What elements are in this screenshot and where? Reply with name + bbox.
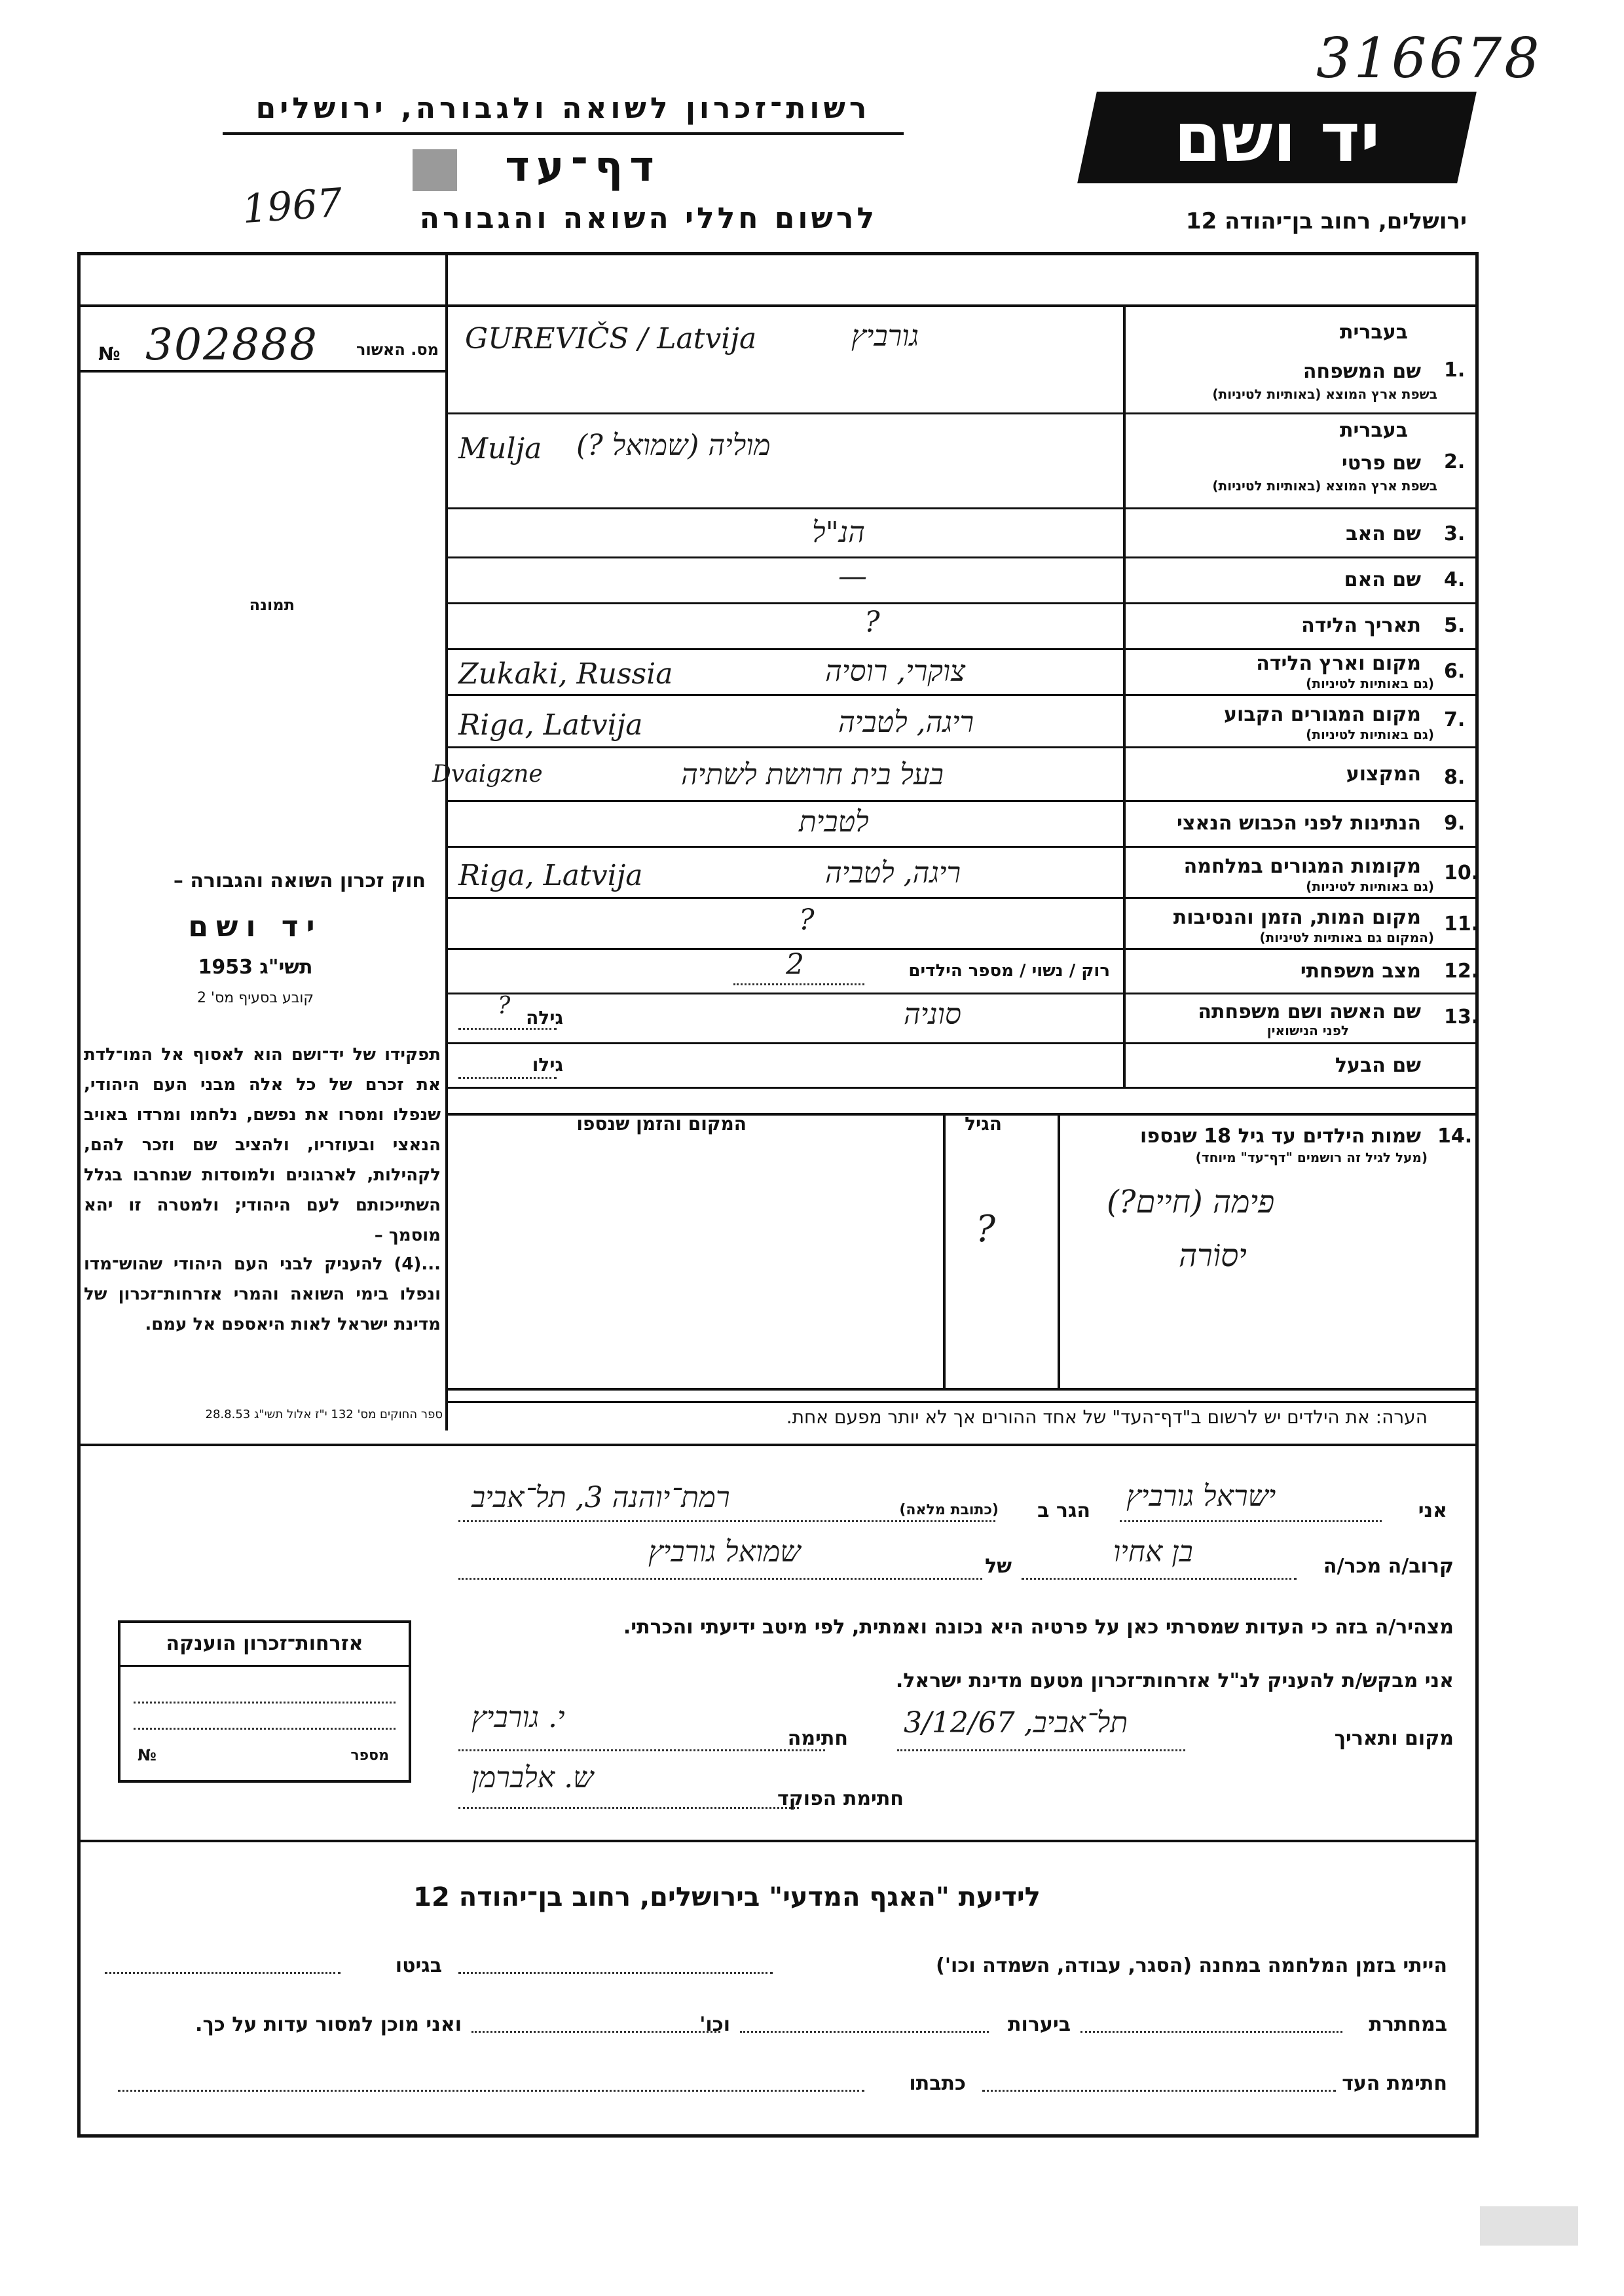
field-13-answer: סוניה xyxy=(904,998,961,1031)
declaration-text: מצהיר/ה בזה כי העדות שמסרתי כאן על פרטיה היא נכונה ואמתית, לפי מיטב ידיעתי והכרתי. xyxy=(623,1616,1454,1639)
footer-testimony-label: ואני מוכן למסור עדות על כך. xyxy=(195,2013,462,2036)
footer-underground-label: במחתרת xyxy=(1369,2013,1447,2036)
field-4-answer: — xyxy=(838,560,867,593)
request-text: אני מבקש/ת להעניק לנ"ל אזרחות־זכרון מטעם מדינת ישראל. xyxy=(895,1669,1454,1692)
wife-age: ? xyxy=(498,993,511,1019)
field-10-note: (גם באותיות לטיניות) xyxy=(1306,879,1434,894)
footer-heading: לידיעת "האגף המדעי" בירושלים, רחוב בן־יהודה 12 xyxy=(413,1882,1041,1912)
row-rule xyxy=(448,602,1475,604)
footer-address-label: כתבתו xyxy=(909,2072,966,2095)
husband-age-label: גילו xyxy=(532,1054,563,1076)
footer-ghetto-label: בגיטו xyxy=(395,1954,442,1977)
field-8-answer-latin: Dvaigzne xyxy=(432,761,543,788)
footer-etc-label: וכו' xyxy=(699,2013,730,2036)
field-7-note: (גם באותיות לטיניות) xyxy=(1306,727,1434,742)
field-2-note: בשפת ארץ המוצא (באותיות לטיניות) xyxy=(1212,478,1437,494)
law-paragraph-2: ...(4) להעניק לבני העם היהודי שהוש־מדו ונפלו בימי השואה והמרי אזרחות־זכרון של מדינת ישראל לאות היאספם אל עמם. xyxy=(84,1254,441,1334)
dotted-line xyxy=(458,1749,825,1751)
relation-value: בן אחיו xyxy=(1113,1535,1193,1569)
field-13-label: שם האשה ושם משפחתה xyxy=(1198,1000,1421,1023)
field-12-label: מצב משפחתי xyxy=(1300,960,1421,983)
citizenship-box-rule xyxy=(120,1665,409,1667)
signature-label: חתימה xyxy=(787,1727,848,1750)
row-rule xyxy=(448,1042,1475,1044)
dotted-line xyxy=(1022,1578,1297,1580)
field-3-label: שם האב xyxy=(1346,522,1421,545)
field-6-number: 6. xyxy=(1444,660,1466,683)
logo-text: יד ושם xyxy=(1173,98,1380,177)
dotted-line xyxy=(458,1077,557,1079)
signature-value: י. גורביץ xyxy=(471,1701,565,1734)
children-col-divider-1 xyxy=(1058,1113,1060,1388)
law-source: ספר החוקים מס' 132 י"ז אלול תשי"ג 28.8.53 xyxy=(205,1408,443,1421)
footer-forests-label: ביערות xyxy=(1008,2013,1071,2036)
photo-label: תמונה xyxy=(249,596,295,614)
children-col-divider-2 xyxy=(943,1113,946,1388)
dotted-line xyxy=(458,1028,557,1030)
field-1-tag: בעברית xyxy=(1340,321,1408,344)
children-number: 14. xyxy=(1437,1125,1473,1148)
law-year: תשי"ג 1953 xyxy=(198,956,313,979)
children-bottom-rule xyxy=(448,1388,1475,1391)
field-6-answer-hebrew: צוקרי, רוסיה xyxy=(825,655,966,688)
stamp-mark xyxy=(413,149,457,191)
children-note: (מעל לגיל זה רושמים "דף־עד" מיוחד) xyxy=(1195,1150,1428,1165)
field-1-answer-latin: GUREVIČS / Latvija xyxy=(465,322,757,355)
archive-number: 316678 xyxy=(1316,26,1542,90)
field-1-number: 1. xyxy=(1444,359,1466,382)
row-rule xyxy=(448,648,1475,650)
husband-label: שם הבעל xyxy=(1335,1054,1421,1077)
dotted-line xyxy=(458,1807,799,1809)
row-rule xyxy=(448,746,1475,748)
field-12-children-count: 2 xyxy=(786,948,804,981)
field-13-note: לפני הנישואין xyxy=(1266,1023,1349,1038)
citizenship-box-title: אזרחות־זכרון הוענקה xyxy=(166,1632,363,1655)
field-6-note: (גם באותיות לטיניות) xyxy=(1306,676,1434,691)
approval-number: 302888 xyxy=(145,319,318,370)
note-bottom-rule xyxy=(81,1444,1475,1446)
sidebar-divider xyxy=(445,252,448,1430)
field-4-label: שם האם xyxy=(1344,568,1421,591)
dotted-line xyxy=(134,1728,396,1730)
law-title: חוק זכרון השואה והגבורה – xyxy=(173,869,426,892)
dotted-line xyxy=(118,2090,864,2092)
full-address-label: (כתובת מלאה) xyxy=(899,1502,999,1518)
field-12-number: 12. xyxy=(1444,960,1479,983)
declarant-i-label: אני xyxy=(1418,1499,1447,1522)
dotted-line xyxy=(134,1702,396,1704)
field-8-number: 8. xyxy=(1444,766,1466,789)
field-6-label: מקום וארץ הלידה xyxy=(1256,652,1421,675)
field-8-label: המקצוע xyxy=(1346,763,1421,786)
field-1-note: בשפת ארץ המוצא (באותיות לטיניות) xyxy=(1212,386,1437,402)
field-2-answer-hebrew: מוליה (שמואל ?) xyxy=(576,429,771,462)
row-rule xyxy=(448,507,1475,509)
row-rule xyxy=(448,556,1475,558)
field-2-label: שם פרטי xyxy=(1341,452,1421,475)
yad-vashem-logo xyxy=(1077,92,1477,183)
declarant-address: רמת־יוהנה 3, תל־אביב xyxy=(471,1481,730,1514)
row-rule xyxy=(448,694,1475,696)
field-9-number: 9. xyxy=(1444,812,1466,835)
citizenship-box xyxy=(118,1620,411,1783)
of-label: של xyxy=(985,1555,1012,1578)
wife-age-label: גילה xyxy=(526,1007,563,1029)
dotted-line xyxy=(740,2031,989,2033)
children-col-place: המקום והזמן שנספו xyxy=(576,1113,747,1135)
row-rule xyxy=(448,1087,1475,1089)
form-left-border xyxy=(77,252,81,2138)
form-top-border xyxy=(77,252,1479,255)
field-1-label: שם המשפחה xyxy=(1302,360,1421,383)
field-11-number: 11. xyxy=(1444,913,1479,936)
corner-stamp xyxy=(1480,2206,1578,2246)
row-rule xyxy=(448,846,1475,848)
dotted-line xyxy=(458,1520,995,1522)
field-7-answer-latin: Riga, Latvija xyxy=(458,708,643,742)
field-10-number: 10. xyxy=(1444,862,1479,884)
children-label: שמות הילדים עד גיל 18 שנספו xyxy=(1140,1125,1421,1148)
child-1-name: פימה (חיים?) xyxy=(1107,1184,1275,1220)
row-rule xyxy=(448,948,1475,950)
resides-label: הגר ב xyxy=(1037,1499,1090,1522)
row-rule xyxy=(448,993,1475,994)
footer-witness-signature-label: חתימת העד xyxy=(1342,2072,1447,2095)
relation-label: קרוב/ה מכר/ה xyxy=(1323,1555,1454,1578)
address: ירושלים, רחוב בן־יהודה 12 xyxy=(1185,208,1467,234)
dotted-line xyxy=(733,983,864,985)
note-top-rule xyxy=(448,1401,1475,1403)
law-name: יד ושם xyxy=(188,910,323,943)
field-7-label: מקום המגורים הקבוע xyxy=(1224,703,1421,726)
page-subtitle: לרשום חללי השואה והגבורה xyxy=(419,202,877,235)
law-section: קובע בסעיף מס' 2 xyxy=(196,990,314,1006)
authority-name: רשות־זכרון לשואה ולגבורה, ירושלים xyxy=(255,92,871,125)
field-3-number: 3. xyxy=(1444,522,1466,545)
dotted-line xyxy=(982,2090,1336,2092)
field-10-answer-latin: Riga, Latvija xyxy=(458,859,643,892)
field-4-number: 4. xyxy=(1444,568,1466,591)
field-10-answer-hebrew: ריגה, לטביה xyxy=(825,856,961,890)
field-11-label: מקום המות, הזמן והנסיבות xyxy=(1173,906,1421,929)
field-5-number: 5. xyxy=(1444,614,1466,637)
officer-label: חתימת הפוקד xyxy=(777,1787,904,1810)
page-title: דף־עד xyxy=(505,143,661,191)
law-paragraph-1: תפקידו של יד־ושם הוא לאסוף אל המו־לדת את זכרם של כל אלה מבני העם היהודי, שנפלו ומסרו את נפשם, נלחמו ומרדו באויב הנאצי ובעוזריו, ולהציב שם וזכר להם, לקהילות, לארגונים ולמוסדות שנחרבו בגלל השתייכותם לעם היהודי; ולמטרה זו יהא מוסמך – xyxy=(84,1045,441,1245)
citizenship-number-label: מספר xyxy=(350,1747,389,1764)
field-9-answer: לטבית xyxy=(799,805,869,839)
field-6-answer-latin: Zukaki, Russia xyxy=(458,657,673,691)
dotted-line xyxy=(1080,2031,1342,2033)
footer-camp-label: הייתי בזמן המלחמה במחנה (הסגר, עבודה, השמדה וכו') xyxy=(936,1954,1447,1977)
dotted-line xyxy=(897,1749,1185,1751)
child-1-age: ? xyxy=(976,1208,996,1250)
citizenship-number-sign: № xyxy=(138,1746,157,1764)
form-bottom-border xyxy=(77,2134,1479,2138)
children-col-age: הגיל xyxy=(965,1113,1002,1135)
approval-label: מס. האשור xyxy=(356,340,439,359)
field-9-label: הנתינות לפני הכבוש הנאצי xyxy=(1177,812,1421,835)
row-rule xyxy=(448,412,1475,414)
field-2-tag: בעברית xyxy=(1340,419,1408,442)
field-5-label: תאריך הלידה xyxy=(1301,614,1421,637)
place-date-label: מקום ותאריך xyxy=(1334,1727,1454,1750)
form-right-border xyxy=(1475,252,1479,2138)
of-name: שמואל גורביץ xyxy=(648,1535,801,1569)
child-2-name: יסוֹרה xyxy=(1179,1237,1247,1274)
dotted-line xyxy=(1120,1520,1382,1522)
footer-top-rule xyxy=(81,1840,1475,1842)
field-2-answer-latin: Mulja xyxy=(458,432,542,465)
field-11-answer: ? xyxy=(799,903,815,937)
dotted-line xyxy=(105,1972,341,1974)
dotted-line xyxy=(458,1578,982,1580)
dotted-line xyxy=(471,2031,720,2033)
field-10-label: מקומות המגורים במלחמה xyxy=(1183,855,1421,878)
approval-number-sign: № xyxy=(98,343,120,365)
field-1-answer-hebrew: גורביץ xyxy=(851,319,919,353)
dotted-line xyxy=(458,1972,773,1974)
declarant-name: ישראל גורביץ xyxy=(1126,1480,1276,1513)
approval-row-rule xyxy=(81,370,445,373)
field-8-answer-hebrew: בעל בית חרושת לשתיה xyxy=(681,758,944,792)
field-7-answer-hebrew: ריגה, לטביה xyxy=(838,706,974,739)
row-rule xyxy=(448,800,1475,802)
field-7-number: 7. xyxy=(1444,708,1466,731)
registration-note: הערה: את הילדים יש לרשום ב"דף־העד" של אחד ההורים אך לא יותר מפעם אחת. xyxy=(786,1406,1428,1428)
field-3-answer: הנ"ל xyxy=(812,516,865,549)
handwritten-year: 1967 xyxy=(240,179,344,233)
header-rule xyxy=(223,132,904,135)
top-strip-rule xyxy=(81,304,1475,307)
field-13-number: 13. xyxy=(1444,1006,1479,1029)
field-11-note: (המקום גם באותיות לטיניות) xyxy=(1259,930,1434,945)
officer-signature: ש. אלברמן xyxy=(471,1761,594,1795)
field-5-answer: ? xyxy=(864,606,880,639)
row-rule xyxy=(448,897,1475,899)
field-12-inline-label: רוק / נשוי / מספר הילדים xyxy=(908,961,1110,981)
field-2-number: 2. xyxy=(1444,450,1466,473)
place-date-value: תל־אביב, 3/12/67 xyxy=(904,1706,1128,1740)
